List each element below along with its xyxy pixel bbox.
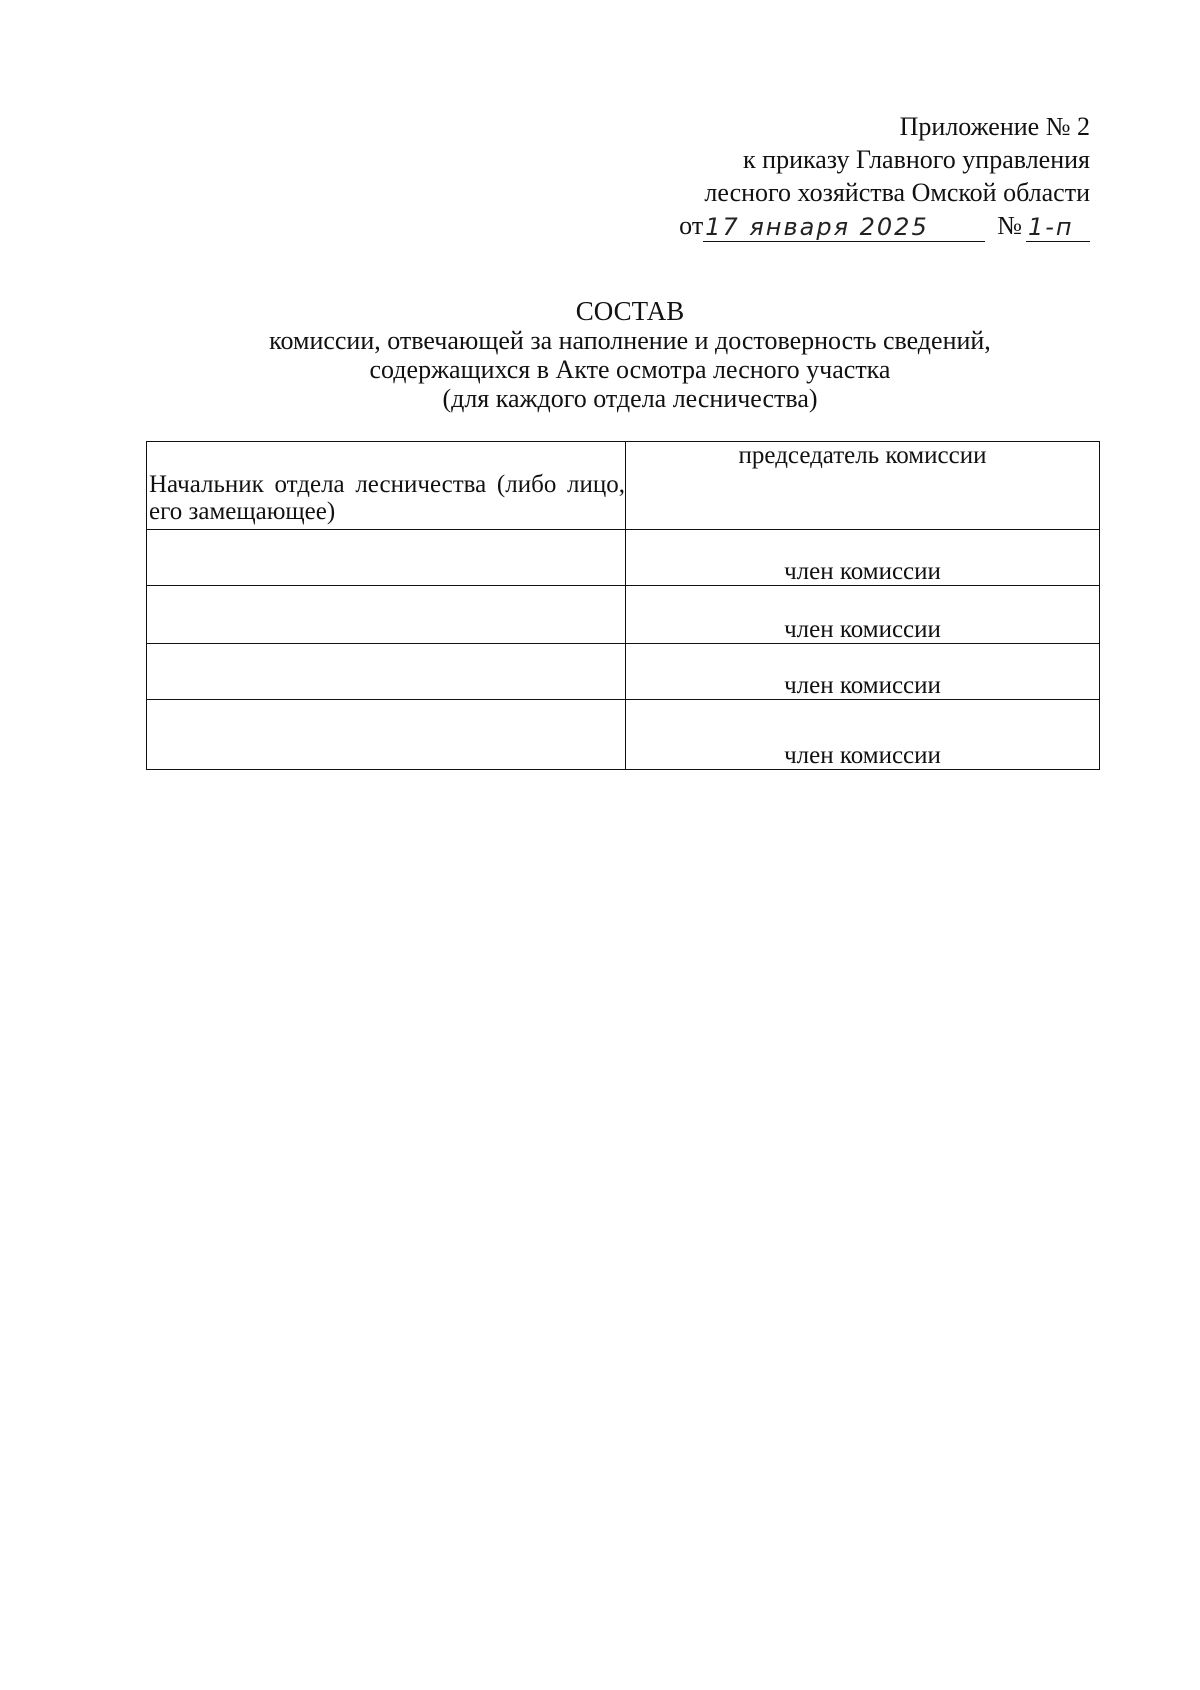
- order-from-label: от: [679, 211, 704, 240]
- position-text: Начальник отдела лесничества (либо лицо, его замещающее): [149, 471, 625, 525]
- position-cell: [147, 530, 626, 586]
- appendix-header: [679, 110, 1090, 242]
- position-cell: [147, 644, 626, 700]
- order-date-line: [679, 209, 1090, 242]
- commission-composition-table: [146, 441, 1100, 770]
- role-cell: [626, 700, 1100, 770]
- document-title-block: [0, 296, 1200, 413]
- document-title: СОСТАВ: [575, 296, 685, 326]
- document-subtitle-line-1: комиссии, отвечающей за наполнение и достоверность сведений,: [269, 326, 991, 355]
- role-cell: [626, 586, 1100, 644]
- order-number-handwritten: 1-п: [1026, 213, 1090, 242]
- table-row: [147, 442, 1100, 530]
- position-cell: [147, 586, 626, 644]
- order-number-label: №: [997, 211, 1022, 240]
- role-cell: [626, 530, 1100, 586]
- document-subtitle-line-3: (для каждого отдела лесничества): [442, 384, 818, 413]
- table-row: [147, 586, 1100, 644]
- position-cell: [147, 700, 626, 770]
- role-cell: [626, 442, 1100, 530]
- role-cell: [626, 644, 1100, 700]
- role-text: член комиссии: [784, 616, 941, 643]
- position-cell: [147, 442, 626, 530]
- table-row: [147, 530, 1100, 586]
- order-date-handwritten: 17 января 2025: [703, 213, 985, 242]
- appendix-order-ref: к приказу Главного управления: [743, 145, 1090, 174]
- role-text: член комиссии: [784, 672, 941, 699]
- appendix-agency: лесного хозяйства Омской области: [704, 178, 1090, 207]
- appendix-number: Приложение № 2: [899, 112, 1090, 141]
- document-subtitle-line-2: содержащихся в Акте осмотра лесного участка: [369, 355, 891, 384]
- role-text: председатель комиссии: [738, 442, 987, 469]
- role-text: член комиссии: [784, 558, 941, 585]
- table-row: [147, 644, 1100, 700]
- table-row: [147, 700, 1100, 770]
- role-text: член комиссии: [784, 742, 941, 769]
